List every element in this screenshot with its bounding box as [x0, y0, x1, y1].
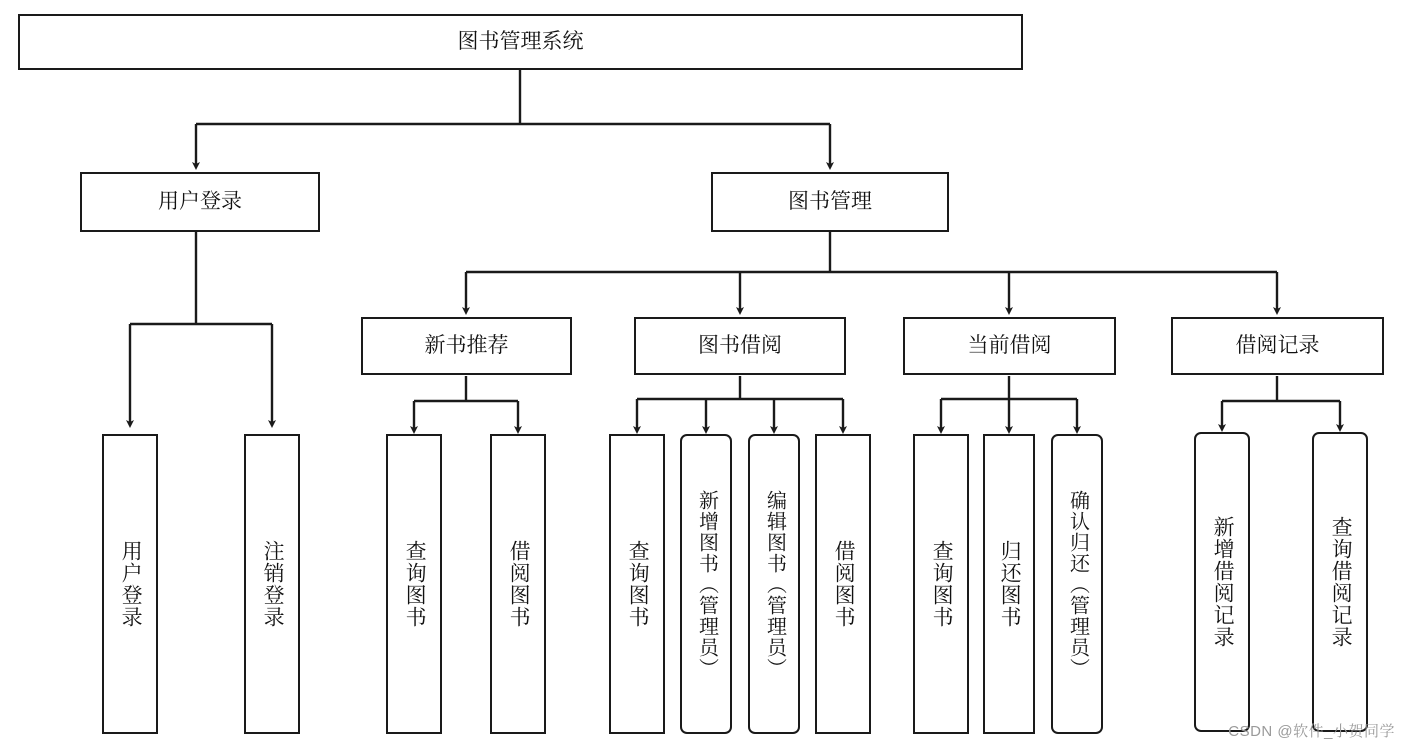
node-leaf-return-book-label: 归还图书 [998, 540, 1022, 628]
node-leaf-query-book-3-label: 查询图书 [930, 540, 954, 628]
node-root[interactable] [18, 14, 1023, 70]
node-root-label: 图书管理系统 [457, 30, 584, 54]
node-leaf-add-record-label: 新增借阅记录 [1211, 516, 1235, 648]
node-book-manage-label: 图书管理 [788, 190, 872, 214]
node-book-borrow[interactable] [634, 317, 846, 375]
node-leaf-query-book-1[interactable] [386, 434, 442, 734]
node-new-book-recommend[interactable] [361, 317, 572, 375]
node-leaf-borrow-book-1-label: 借阅图书 [507, 540, 531, 628]
node-leaf-query-book-3[interactable] [913, 434, 969, 734]
node-leaf-query-book-2[interactable] [609, 434, 665, 734]
node-leaf-logout[interactable] [244, 434, 300, 734]
node-leaf-add-record[interactable] [1194, 432, 1250, 732]
node-user-login[interactable] [80, 172, 320, 232]
node-borrow-record[interactable] [1171, 317, 1384, 375]
node-leaf-user-login[interactable] [102, 434, 158, 734]
node-leaf-query-book-2-label: 查询图书 [626, 540, 650, 628]
node-leaf-borrow-book-1[interactable] [490, 434, 546, 734]
node-leaf-borrow-book-2[interactable] [815, 434, 871, 734]
node-leaf-confirm-return[interactable] [1051, 434, 1103, 734]
node-user-login-label: 用户登录 [158, 190, 242, 214]
node-leaf-query-record-label: 查询借阅记录 [1329, 516, 1353, 648]
node-leaf-confirm-return-label: 确认归还（管理员） [1066, 489, 1089, 679]
node-book-borrow-label: 图书借阅 [698, 334, 782, 358]
node-leaf-query-book-1-label: 查询图书 [403, 540, 427, 628]
node-leaf-return-book[interactable] [983, 434, 1035, 734]
node-leaf-edit-book-label: 编辑图书（管理员） [763, 489, 786, 679]
node-book-manage[interactable] [711, 172, 949, 232]
node-leaf-user-login-label: 用户登录 [119, 540, 143, 628]
node-leaf-logout-label: 注销登录 [261, 540, 285, 628]
node-leaf-edit-book[interactable] [748, 434, 800, 734]
node-new-book-recommend-label: 新书推荐 [424, 334, 509, 358]
node-leaf-query-record[interactable] [1312, 432, 1368, 732]
node-borrow-record-label: 借阅记录 [1235, 334, 1320, 358]
node-current-borrow-label: 当前借阅 [967, 334, 1052, 358]
watermark-text: CSDN @软件_小贺同学 [1228, 723, 1395, 740]
node-current-borrow[interactable] [903, 317, 1116, 375]
node-leaf-add-book-label: 新增图书（管理员） [695, 489, 718, 679]
node-leaf-add-book[interactable] [680, 434, 732, 734]
node-leaf-borrow-book-2-label: 借阅图书 [832, 540, 856, 628]
